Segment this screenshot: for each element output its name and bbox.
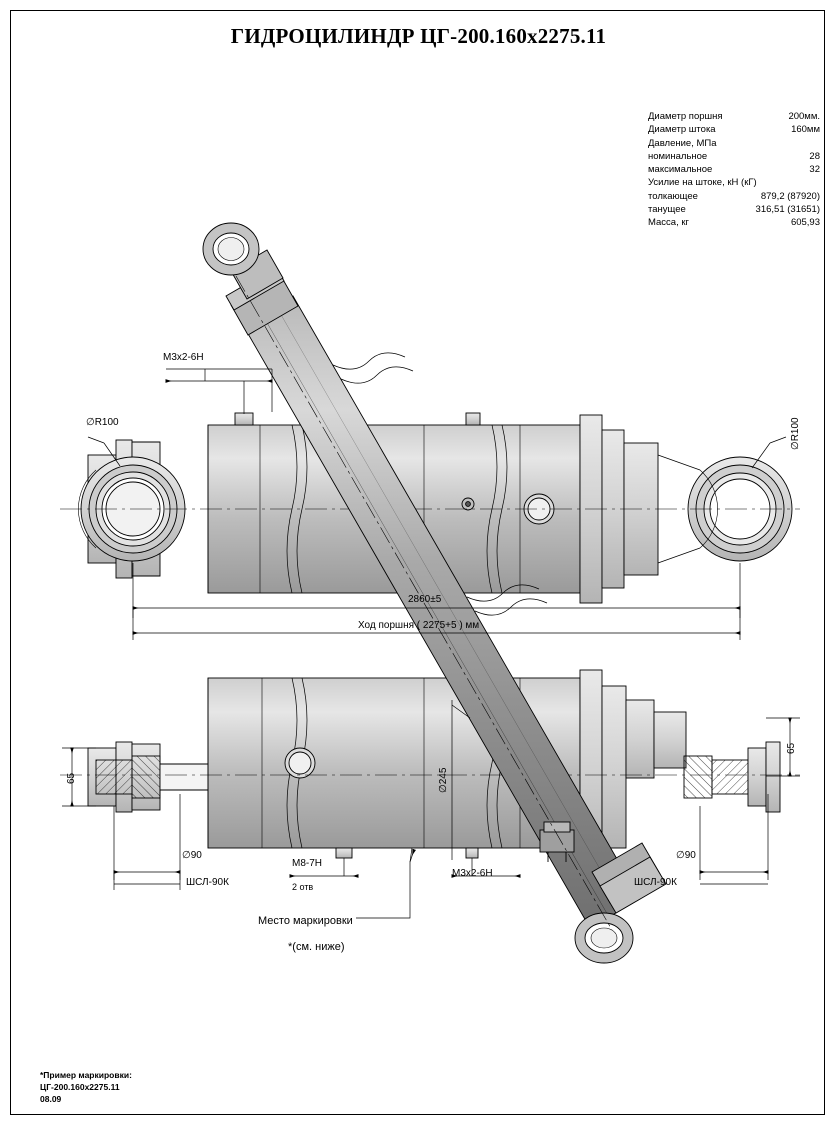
label-overall-length: 2860±5 [408,594,442,605]
spec-label: Диаметр штока [648,124,716,136]
label-thread-m8-qty: 2 отв [292,882,314,892]
label-height-left: 65 [66,772,77,784]
label-marking-see-below: *(см. ниже) [288,941,345,953]
bottom-view-left [88,742,216,812]
label-radius-left: ∅R100 [86,417,119,428]
spec-label: максимальное [648,164,713,176]
spec-value: 605,93 [790,217,820,229]
marking-note-line2: ЦГ-200.160x2275.11 [40,1082,120,1092]
label-bearing-left: ШСЛ-90К [186,877,229,888]
label-pin-left: ∅90 [182,850,202,861]
bottom-view-right [580,670,780,866]
marking-note-line3: 08.09 [40,1094,62,1104]
label-height-right: 65 [786,742,797,754]
label-thread-top: М3х2-6Н [163,352,204,363]
marking-example-note [40,1069,132,1105]
label-thread-bottom: М3х2-6Н [452,868,493,879]
spec-value: 160мм [791,124,820,136]
label-bore-dia: ∅245 [438,767,449,793]
spec-label: Диаметр поршня [648,111,723,122]
spec-label: Давление, МПа [648,137,717,149]
label-pin-right: ∅90 [676,850,696,861]
spec-value: 316,51 (31651) [755,204,820,216]
spec-label: Масса, кг [648,217,689,229]
spec-label: толкающее [648,190,698,202]
spec-value: 28 [809,150,820,162]
label-bearing-right: ШСЛ-90К [634,877,677,888]
spec-value: 879,2 (87920) [760,190,820,202]
spec-value: 32 [809,164,820,176]
spec-label: номинальное [648,150,708,162]
label-radius-right: ∅R100 [790,417,801,450]
label-marking-place: Место маркировки [258,915,353,927]
label-stroke: Ход поршня ( 2275+5 ) мм [358,620,480,631]
spec-label: танущее [648,204,686,216]
marking-note-line1: *Пример маркировки: [40,1070,132,1080]
spec-value: 200мм. [788,111,820,122]
label-thread-m8: М8-7Н [292,858,323,869]
spec-label: Усилие на штоке, кН (кГ) [648,177,757,189]
page-title: ГИДРОЦИЛИНДР ЦГ-200.160x2275.11 [230,24,607,48]
